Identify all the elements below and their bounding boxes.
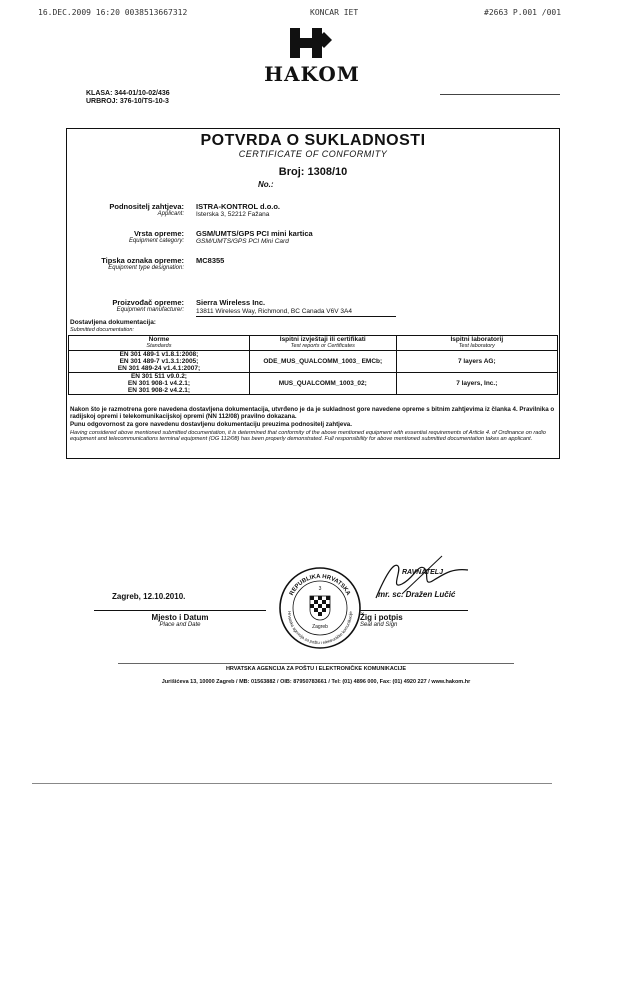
type-value: MC8355 — [196, 256, 225, 265]
seal-sign-label: Žig i potpis — [360, 613, 403, 622]
applicant-name: ISTRA-KONTROL d.o.o. — [196, 202, 281, 211]
hakom-logo-icon — [286, 26, 334, 60]
table-row — [69, 373, 558, 395]
category-value-en: GSM/UMTS/GPS PCI Mini Card — [196, 238, 289, 245]
footer-address: Jurišićeva 13, 10000 Zagreb / MB: 01563882 / OIB: 87950783661 / Tel: (01) 4896 000, Fax: (01) 4920 227 / www.hakom.hr — [161, 679, 471, 685]
manufacturer-label-en: Equipment manufacturer: — [116, 307, 184, 313]
page-bottom-rule — [32, 783, 552, 784]
lab-header-hr: Ispitni laboratorij — [450, 336, 504, 343]
lab-header-en: Test laboratory — [458, 343, 495, 349]
standard-item: EN 301 489-24 v1.4.1:2007; — [117, 365, 201, 372]
place-date: Zagreb, 12.10.2010. — [112, 592, 186, 601]
fax-header-left: 16.DEC.2009 16:20 0038513667312 — [38, 8, 188, 17]
footer-agency: HRVATSKA AGENCIJA ZA POŠTU I ELEKTRONIČKE KOMUNIKACIJE — [225, 666, 407, 672]
report-cell: ODE_MUS_QUALCOMM_1003_ EMCb; — [249, 351, 396, 373]
certificate-number-value: 1308/10 — [307, 166, 348, 178]
category-label: Vrsta opreme: — [133, 229, 184, 238]
reports-header-en: Test reports or Certificates — [290, 343, 355, 349]
seal-bottom-text: Hrvatska agencija za poštu i elektroničke komunikacije — [286, 611, 354, 646]
header-rule — [440, 94, 560, 95]
standards-header — [69, 336, 250, 351]
urbroj-number: URBROJ: 376-10/TS-10-3 — [86, 98, 169, 105]
statement-hr-2: Punu odgovornost za gore navedenu dostavljenu dokumentaciju preuzima podnositelj zahtjeva. — [70, 421, 352, 428]
statement-en: Having considered above mentioned submitted documentation, it is determined that conformity of the above mentioned equipment with essential requirements of Article 4. of Ordinance on radio equipment and telecommunications terminal equipment (OG 112/08) has been properly demonstrated. Full responsibility for above mentioned submitted documentation takes an applicant. — [70, 430, 546, 443]
seal-sign-label-en: Seal and Sign — [360, 622, 398, 628]
applicant-label: Podnositelj zahtjeva: — [109, 202, 184, 211]
applicant-address: Isterska 3, 52212 Fažana — [196, 211, 270, 218]
place-date-rule — [94, 610, 266, 611]
klasa-number: KLASA: 344-01/10-02/436 — [86, 90, 170, 97]
reports-header-hr: Ispitni izvještaji ili certifikati — [279, 336, 366, 343]
standard-item: EN 301 489-7 v1.3.1:2005; — [119, 358, 199, 365]
seal-number: 3 — [318, 586, 322, 592]
standard-item: EN 301 908-2 v4.2.1; — [127, 387, 191, 394]
fax-header-center: KONCAR IET — [310, 8, 359, 17]
lab-cell: 7 layers, Inc.; — [396, 373, 557, 395]
report-cell: MUS_QUALCOMM_1003_02; — [249, 373, 396, 395]
fax-header-right: #2663 P.001 /001 — [484, 8, 562, 17]
standard-item: EN 301 511 v9.0.2; — [130, 373, 187, 380]
certificate-title: POTVRDA O SUKLADNOSTI — [200, 132, 426, 149]
hakom-logo-text: HAKOM — [264, 62, 360, 86]
coat-of-arms-icon — [310, 596, 330, 620]
place-date-label-en: Place and Date — [159, 622, 201, 628]
signature-title: RAVNATELJ — [402, 569, 443, 576]
place-date-label: Mjesto i Datum — [151, 613, 209, 622]
table-header-row — [69, 336, 558, 351]
official-seal-icon — [278, 566, 362, 650]
type-label: Tipska oznaka opreme: — [101, 256, 184, 265]
seal-top-text: REPUBLIKA HRVATSKA — [288, 573, 352, 597]
manufacturer-address: 13811 Wireless Way, Richmond, BC Canada V6V 3A4 — [196, 308, 352, 315]
type-label-en: Equipment type designation: — [108, 265, 184, 271]
lab-cell: 7 layers AG; — [396, 351, 557, 373]
seal-city: Zagreb — [312, 624, 328, 630]
certificate-number-label: Broj: — [278, 166, 305, 178]
standards-header-en: Standards — [146, 343, 172, 349]
statement-hr-1: Nakon što je razmotrena gore navedena dostavljena dokumentacija, utvrđeno je da je sukladnost gore navedene opreme s bitnim zahtjevima iz članka 4. Pravilnika o radijskoj opremi i telekomunikacijskoj opremi (NN 112/08) pravilno dokazana. — [70, 406, 555, 421]
standards-cell — [69, 373, 250, 395]
standard-item: EN 301 489-1 v1.8.1:2008; — [119, 351, 199, 358]
standards-cell — [69, 351, 250, 373]
table-row — [69, 351, 558, 373]
certificate-number — [66, 166, 560, 178]
standards-header-hr: Norme — [148, 336, 170, 343]
manufacturer-name: Sierra Wireless Inc. — [196, 298, 266, 307]
signatory-name: mr. sc. Dražen Lučić — [378, 590, 456, 599]
reference-block — [86, 90, 170, 106]
certificate-subtitle: CERTIFICATE OF CONFORMITY — [238, 149, 388, 159]
lab-header — [396, 336, 557, 351]
category-value-hr: GSM/UMTS/GPS PCI mini kartica — [196, 229, 313, 238]
standard-item: EN 301 908-1 v4.2.1; — [127, 380, 191, 387]
category-label-en: Equipment category: — [128, 238, 184, 244]
documentation-table — [68, 335, 558, 395]
signature-rule — [360, 610, 468, 611]
reports-header — [249, 336, 396, 351]
applicant-label-en: Applicant: — [157, 211, 184, 217]
certificate-number-label-en: No.: — [258, 180, 274, 189]
documentation-label: Dostavljena dokumentacija: — [70, 319, 156, 326]
documentation-label-en: Submitted documentation: — [70, 327, 134, 333]
footer-rule — [118, 663, 514, 664]
manufacturer-label: Proizvođač opreme: — [112, 298, 184, 307]
manufacturer-rule — [196, 316, 396, 317]
